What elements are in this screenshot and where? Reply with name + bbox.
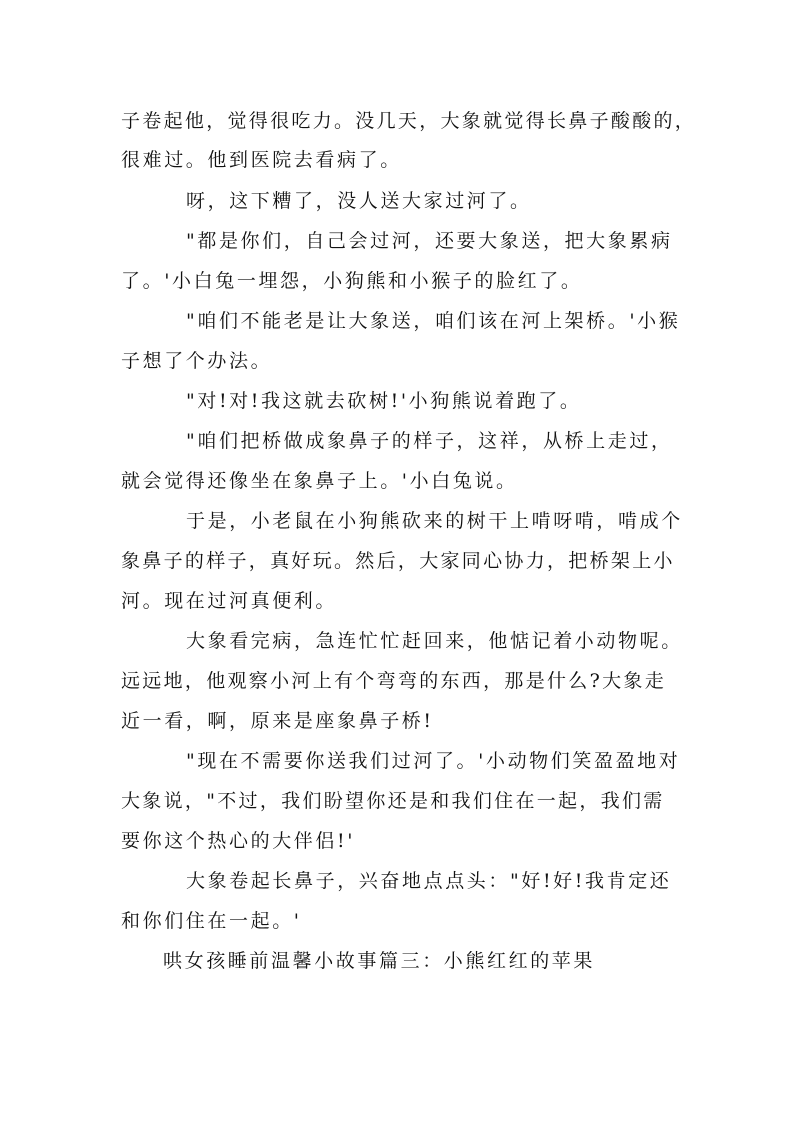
text-line-14: 大象看完病，急连忙忙赶回来，他惦记着小动物呢。	[186, 630, 683, 652]
text-line-18: 大象说，"不过，我们盼望你还是和我们住在一起，我们需	[121, 790, 665, 812]
text-line-4: "都是你们，自己会过河，还要大象送，把大象累病	[186, 230, 673, 252]
text-line-11: 于是，小老鼠在小狗熊砍来的树干上啃呀啃，啃成个	[186, 510, 683, 532]
text-line-15: 远远地，他观察小河上有个弯弯的东西，那是什么?大象走	[121, 670, 666, 692]
text-line-20: 大象卷起长鼻子，兴奋地点点头："好!好!我肯定还	[186, 870, 672, 892]
text-line-7: 子想了个办法。	[121, 350, 273, 372]
text-line-9: "咱们把桥做成象鼻子的样子，这祥，从桥上走过，	[186, 430, 673, 452]
section-heading: 哄女孩睡前温馨小故事篇三：小熊红红的苹果	[163, 950, 596, 972]
text-line-1: 子卷起他，觉得很吃力。没几天，大象就觉得长鼻子酸酸的，	[121, 110, 697, 132]
text-line-16: 近一看，啊，原来是座象鼻子桥!	[121, 710, 434, 732]
text-line-10: 就会觉得还像坐在象鼻子上。'小白兔说。	[121, 470, 518, 492]
text-line-21: 和你们住在一起。'	[121, 910, 302, 932]
text-line-13: 河。现在过河真便利。	[121, 590, 338, 612]
text-line-6: "咱们不能老是让大象送，咱们该在河上架桥。'小猴	[186, 310, 681, 332]
text-line-2: 很难过。他到医院去看病了。	[121, 149, 402, 171]
text-line-17: "现在不需要你送我们过河了。'小动物们笑盈盈地对	[186, 750, 681, 772]
text-line-8: "对!对!我这就去砍树!'小狗熊说着跑了。	[186, 390, 582, 412]
text-line-5: 了。'小白兔一埋怨，小狗熊和小猴子的脸红了。	[121, 270, 583, 292]
text-line-19: 要你这个热心的大伴侣!'	[121, 830, 356, 852]
text-line-3: 呀，这下糟了，没人送大家过河了。	[186, 190, 532, 212]
text-line-12: 象鼻子的样子，真好玩。然后，大家同心协力，把桥架上小	[121, 550, 675, 572]
